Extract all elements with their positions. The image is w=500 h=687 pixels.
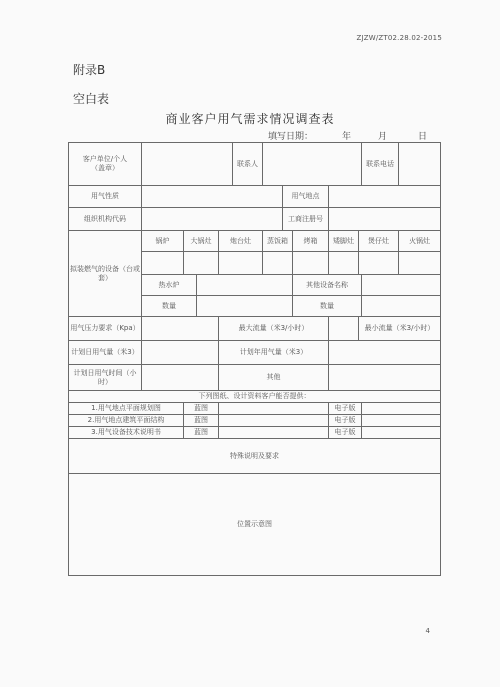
survey-form-table bbox=[68, 142, 441, 576]
other-label: 其他 bbox=[219, 365, 329, 391]
water-heater-value bbox=[197, 275, 293, 296]
drawings-header: 下列图纸、设计资料客户能否提供： bbox=[69, 391, 441, 403]
max-flow-value bbox=[329, 317, 359, 341]
appliance-value bbox=[184, 252, 219, 275]
business-reg-value bbox=[329, 208, 441, 231]
special-notes-box: 特殊说明及要求 bbox=[69, 439, 441, 474]
appliance-value bbox=[293, 252, 329, 275]
date-day-label: 日 bbox=[418, 132, 428, 142]
appliance-header: 大锅灶 bbox=[184, 231, 219, 252]
drawing-electronic-value bbox=[362, 415, 441, 427]
gas-location-value bbox=[329, 186, 441, 208]
org-code-value bbox=[142, 208, 283, 231]
daily-hours-label: 计划日用气时间（小时） bbox=[69, 365, 142, 391]
appliance-header: 蒸饭箱 bbox=[263, 231, 293, 252]
contact-phone-value bbox=[399, 143, 441, 186]
appendix-heading: 附录B bbox=[73, 63, 106, 77]
daily-plan-label: 计划日用气量（米3） bbox=[69, 341, 142, 365]
pressure-requirement-value bbox=[142, 317, 219, 341]
drawing-blueprint-value bbox=[219, 403, 329, 415]
org-code-label: 组织机构代码 bbox=[69, 208, 142, 231]
other-value bbox=[329, 365, 441, 391]
drawing-blueprint-value bbox=[219, 427, 329, 439]
appliance-header: 炮台灶 bbox=[219, 231, 263, 252]
drawing-electronic-label: 电子版 bbox=[329, 427, 362, 439]
document-code: ZJZW/ZT02.28.02-2015 bbox=[356, 34, 442, 42]
date-year-label: 年 bbox=[342, 132, 352, 142]
fill-date-label: 填写日期： bbox=[268, 132, 314, 142]
drawing-electronic-value bbox=[362, 427, 441, 439]
daily-hours-value bbox=[142, 365, 219, 391]
drawing-electronic-label: 电子版 bbox=[329, 415, 362, 427]
appliance-header: 矮脚灶 bbox=[329, 231, 359, 252]
contact-person-label: 联系人 bbox=[233, 143, 263, 186]
drawing-blueprint-label: 蓝图 bbox=[184, 427, 219, 439]
max-flow-label: 最大流量（米3/小时） bbox=[219, 317, 329, 341]
gas-nature-value bbox=[142, 186, 283, 208]
drawing-electronic-value bbox=[362, 403, 441, 415]
other-equipment-value bbox=[362, 275, 441, 296]
appendix-subtitle: 空白表 bbox=[73, 92, 110, 106]
pressure-requirement-label: 用气压力要求（Kpa） bbox=[69, 317, 142, 341]
form-title: 商业客户用气需求情况调查表 bbox=[165, 112, 335, 126]
drawing-blueprint-value bbox=[219, 415, 329, 427]
quantity-value bbox=[362, 296, 441, 317]
business-reg-label: 工商注册号 bbox=[283, 208, 329, 231]
customer-unit-label: 客户单位/个人 （盖章） bbox=[69, 143, 142, 186]
drawing-name: 2.用气地点建筑平面结构 bbox=[69, 415, 184, 427]
drawing-blueprint-label: 蓝图 bbox=[184, 415, 219, 427]
annual-plan-label: 计划年用气量（米3） bbox=[219, 341, 329, 365]
annual-plan-value bbox=[329, 341, 441, 365]
drawing-blueprint-label: 蓝图 bbox=[184, 403, 219, 415]
appliance-value bbox=[263, 252, 293, 275]
appliance-header: 煲仔灶 bbox=[359, 231, 399, 252]
quantity-value bbox=[197, 296, 293, 317]
customer-unit-value bbox=[142, 143, 233, 186]
appliance-value bbox=[329, 252, 359, 275]
drawing-electronic-label: 电子版 bbox=[329, 403, 362, 415]
contact-phone-label: 联系电话 bbox=[362, 143, 399, 186]
drawing-name: 3.用气设备技术说明书 bbox=[69, 427, 184, 439]
fill-date-line bbox=[268, 129, 427, 142]
other-equipment-label: 其他设备名称 bbox=[293, 275, 362, 296]
drawing-name: 1.用气地点平面规划图 bbox=[69, 403, 184, 415]
appliance-value bbox=[142, 252, 184, 275]
date-month-label: 月 bbox=[378, 132, 388, 142]
page-number: 4 bbox=[425, 627, 430, 635]
quantity-label: 数量 bbox=[293, 296, 362, 317]
appliance-value bbox=[399, 252, 441, 275]
gas-nature-label: 用气性质 bbox=[69, 186, 142, 208]
contact-person-value bbox=[263, 143, 362, 186]
water-heater-label: 热水炉 bbox=[142, 275, 197, 296]
min-flow-label: 最小流量（米3/小时） bbox=[359, 317, 441, 341]
quantity-label: 数量 bbox=[142, 296, 197, 317]
daily-plan-value bbox=[142, 341, 219, 365]
equipment-label: 拟装燃气的设备（台或套） bbox=[69, 231, 142, 317]
location-sketch-box: 位置示意图 bbox=[69, 474, 441, 576]
appliance-header: 火锅灶 bbox=[399, 231, 441, 252]
appliance-value bbox=[359, 252, 399, 275]
appliance-header: 锅炉 bbox=[142, 231, 184, 252]
gas-location-label: 用气地点 bbox=[283, 186, 329, 208]
appliance-header: 烤箱 bbox=[293, 231, 329, 252]
appliance-value bbox=[219, 252, 263, 275]
